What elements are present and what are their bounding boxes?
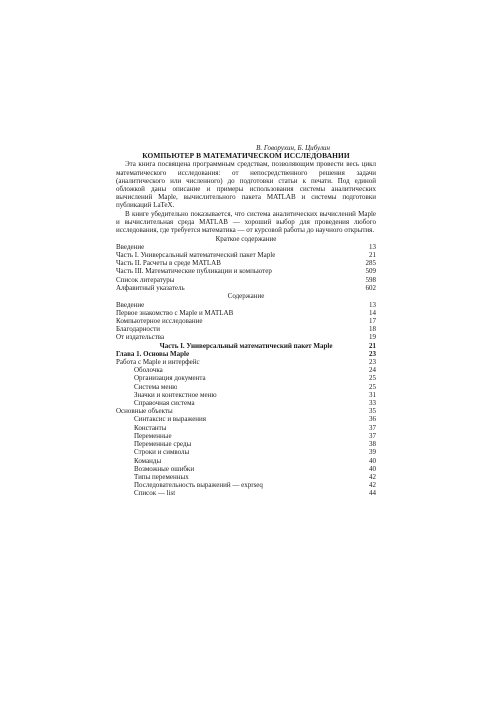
toc-item	[116, 415, 376, 423]
toc-item-title: Введение	[116, 242, 145, 251]
toc-item-title: Введение	[116, 300, 145, 309]
toc-item-title: Список — list	[134, 489, 176, 498]
toc-item	[116, 448, 376, 456]
toc-item-title: Синтаксис и выражения	[134, 415, 207, 424]
toc-item	[116, 301, 376, 309]
toc-item-title: Константы	[134, 423, 167, 432]
toc-item-page: 37	[369, 423, 376, 432]
toc-item-title: Алфавитный указатель	[116, 283, 185, 292]
toc-item	[116, 432, 376, 440]
toc-item	[116, 399, 376, 407]
toc-item	[116, 465, 376, 473]
toc-item	[116, 457, 376, 465]
toc-item-page: 21	[369, 251, 376, 260]
toc-item-page: 24	[369, 366, 376, 375]
toc-item	[116, 325, 376, 333]
toc-item-page: 13	[369, 242, 376, 251]
toc-item-page: 31	[369, 390, 376, 399]
short-toc-heading: Краткое содержание	[215, 234, 277, 243]
toc-item-title: Работа с Maple и интерфейс	[116, 358, 200, 367]
toc-item	[116, 358, 376, 366]
short-toc-item	[116, 267, 376, 275]
toc-item-title: Строки и символы	[134, 448, 190, 457]
toc-item-title: Глава 1. Основы Maple	[116, 349, 190, 358]
toc-item	[116, 473, 376, 481]
toc-item-title: Оболочка	[134, 366, 163, 375]
toc-item-title: Список литературы	[116, 275, 175, 284]
toc-item-page: 36	[369, 415, 376, 424]
toc-item	[116, 489, 376, 497]
abstract-paragraph-2: В книге убедительно показывается, что система аналитических вычислений Maple и вычислительная среда MATLAB — хороший выбор для проведения любого исследования, где требуется математика — от курсовой работы до научного открытия.	[116, 209, 376, 235]
full-toc-list	[116, 301, 376, 498]
toc-item-page: 509	[365, 267, 376, 276]
toc-item-page: 18	[369, 325, 376, 334]
toc-item-page: 25	[369, 374, 376, 383]
toc-item	[116, 407, 376, 415]
full-toc-heading: Содержание	[227, 292, 265, 301]
toc-item-title: Часть III. Математические публикации и компьютер	[116, 267, 272, 276]
toc-item	[116, 391, 376, 399]
toc-item-page: 14	[369, 308, 376, 317]
toc-item	[116, 350, 376, 358]
book-page	[116, 144, 376, 498]
toc-item-title: Часть I. Универсальный математический пакет Maple	[116, 251, 276, 260]
toc-item	[116, 440, 376, 448]
toc-item-title: Переменные	[134, 431, 172, 440]
toc-item	[116, 333, 376, 341]
toc-item-page: 42	[369, 472, 376, 481]
toc-item	[116, 317, 376, 325]
toc-item-page: 23	[369, 358, 376, 367]
toc-item	[116, 481, 376, 489]
toc-item-page: 285	[365, 259, 376, 268]
toc-item-page: 25	[369, 382, 376, 391]
toc-item-title: Благодарности	[116, 325, 161, 334]
toc-item-page: 17	[369, 317, 376, 326]
toc-item-page: 40	[369, 464, 376, 473]
toc-item-title: Значки и контекстное меню	[134, 390, 217, 399]
toc-item	[116, 342, 376, 350]
toc-item-title: Последовательность выражений — exprseq	[134, 481, 263, 490]
toc-item-page: 13	[369, 300, 376, 309]
toc-item-title: Справочная система	[134, 399, 195, 408]
toc-item	[116, 309, 376, 317]
toc-item-page: 19	[369, 333, 376, 342]
toc-item-page: 44	[369, 489, 376, 498]
toc-item-page: 21	[369, 341, 376, 350]
toc-item-title: Компьютерное исследование	[116, 317, 203, 326]
short-toc-item	[116, 259, 376, 267]
toc-item-title: Первое знакомство с Maple и MATLAB	[116, 308, 234, 317]
abstract-paragraph-1: Эта книга посвящена программным средствам, позволяющим провести весь цикл математического исследования: от непосредственного решения задачи (аналитического или численного) до подготовки статьи к печати. Под единой обложкой даны описание и примеры использования системы аналитических вычислений Maple, вычислительного пакета MATLAB и системы подготовки публикаций LaTeX.	[116, 160, 376, 210]
book-title: КОМПЬЮТЕР В МАТЕМАТИЧЕСКОМ ИССЛЕДОВАНИИ	[142, 151, 350, 161]
toc-item-title: Часть I. Универсальный математический пакет Maple	[159, 341, 333, 350]
short-toc-item	[116, 243, 376, 251]
toc-item-page: 33	[369, 399, 376, 408]
toc-item-page: 38	[369, 440, 376, 449]
short-toc-list	[116, 243, 376, 292]
toc-item-page: 37	[369, 431, 376, 440]
toc-item-title: Организация документа	[134, 374, 206, 383]
toc-item-page: 602	[365, 283, 376, 292]
toc-item-title: Команды	[134, 456, 162, 465]
toc-item	[116, 374, 376, 382]
toc-item-title: От издательства	[116, 333, 165, 342]
toc-item-page: 598	[365, 275, 376, 284]
toc-item-page: 35	[369, 407, 376, 416]
toc-item-title: Возможные ошибки	[134, 464, 195, 473]
short-toc-item	[116, 284, 376, 292]
toc-item-title: Основные объекты	[116, 407, 173, 416]
toc-item	[116, 424, 376, 432]
toc-item-title: Система меню	[134, 382, 178, 391]
toc-item-page: 40	[369, 456, 376, 465]
toc-item	[116, 383, 376, 391]
short-toc-item	[116, 276, 376, 284]
toc-item-title: Часть II. Расчеты в среде MATLAB	[116, 259, 221, 268]
toc-item-title: Переменные среды	[134, 440, 192, 449]
toc-item-page: 23	[369, 349, 376, 358]
toc-item	[116, 366, 376, 374]
toc-item-page: 42	[369, 481, 376, 490]
toc-item-page: 39	[369, 448, 376, 457]
short-toc-item	[116, 251, 376, 259]
toc-item-title: Типы переменных	[134, 472, 189, 481]
authors: В. Говорухин, Б. Цибулин	[256, 144, 330, 152]
